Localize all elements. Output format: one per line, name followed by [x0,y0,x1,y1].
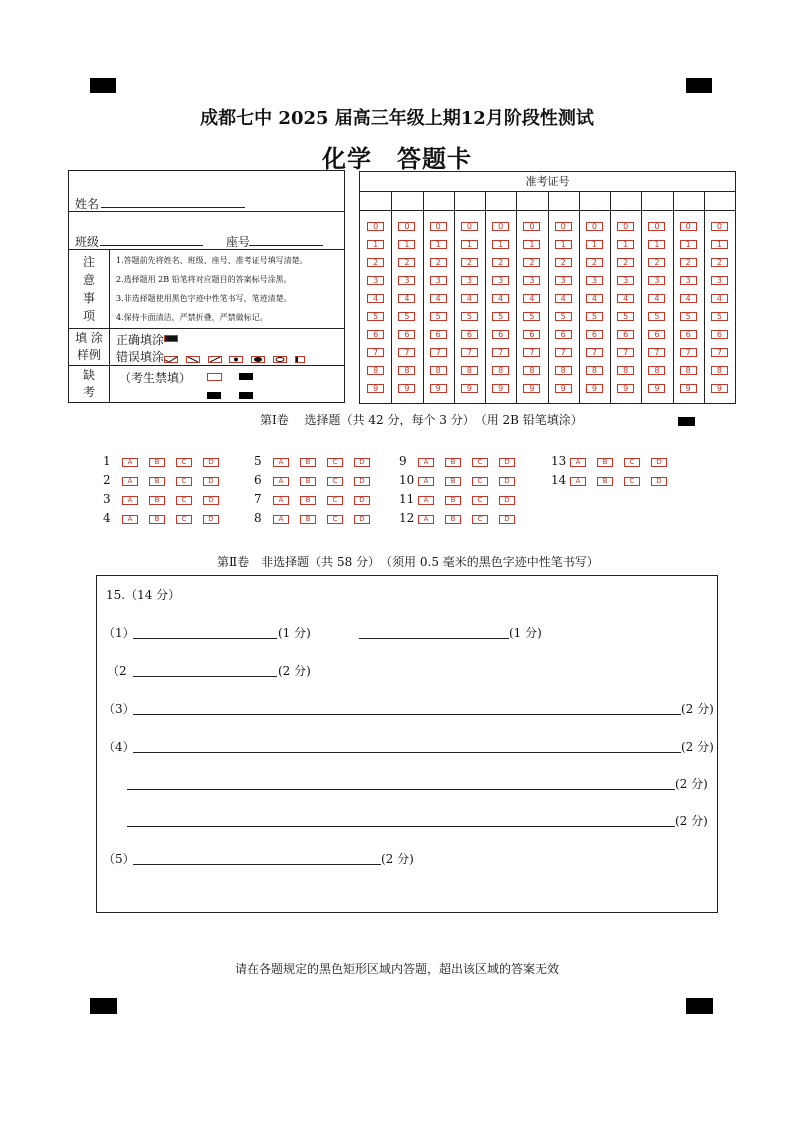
admission-digit-bubble[interactable]: 8 [523,366,540,375]
part1-score-b: (1 分) [509,626,542,640]
admission-number-grid [359,171,736,404]
admission-digit-bubble[interactable]: 3 [680,276,697,285]
admission-digit-bubble[interactable]: 2 [680,258,697,267]
part5-blank[interactable] [133,864,381,865]
admission-column-divider [454,191,455,403]
admission-digit-bubble[interactable]: 1 [430,240,447,249]
part2-blank[interactable] [133,676,277,677]
absent-heading-char: 考 [82,385,95,399]
admission-digit-bubble[interactable]: 5 [461,312,478,321]
admission-digit-bubble[interactable]: 6 [492,330,509,339]
admission-number-title: 准考证号 [360,172,735,192]
admission-digit-entry[interactable] [454,191,485,210]
answer-option-bubble[interactable]: B [597,477,613,486]
admission-column-divider [391,191,392,403]
admission-digit-bubble[interactable]: 3 [430,276,447,285]
answer-option-bubble[interactable]: B [149,515,165,524]
admission-digit-bubble[interactable]: 1 [492,240,509,249]
answer-option-bubble[interactable]: A [418,458,434,467]
answer-option-bubble[interactable]: D [354,496,370,505]
part1-blank-b[interactable] [359,638,509,639]
question-number: 5 [254,454,262,468]
question-number: 6 [254,473,262,487]
admission-digit-entry[interactable] [673,191,704,210]
admission-column-divider [485,191,486,403]
part5-score: (2 分) [381,852,414,866]
admission-digit-bubble[interactable]: 6 [461,330,478,339]
answer-option-bubble[interactable]: B [300,458,316,467]
wrong-fill-label: 错误填涂 [116,350,165,364]
answer-option-bubble[interactable]: D [651,458,667,467]
admission-digit-bubble[interactable]: 0 [586,222,603,231]
question-number: 13 [551,454,567,468]
question-number: 10 [399,473,415,487]
admission-digit-bubble[interactable]: 8 [430,366,447,375]
answer-option-bubble[interactable]: C [176,496,192,505]
answer-option-bubble[interactable]: C [327,515,343,524]
part1-blank-a[interactable] [133,638,277,639]
answer-option-bubble[interactable]: B [445,458,461,467]
admission-digit-entry[interactable] [516,191,547,210]
admission-digit-bubble[interactable]: 5 [555,312,572,321]
admission-digit-bubble[interactable]: 7 [430,348,447,357]
page-title: 成都七中 2025 届高三年级上期12月阶段性测试 [200,108,594,129]
answer-option-bubble[interactable]: C [472,496,488,505]
seat-label: 座号 [226,235,251,249]
wrong-sample-check [164,356,178,363]
name-label: 姓名 [75,197,100,211]
name-field[interactable] [101,207,245,208]
admission-digit-bubble[interactable]: 9 [461,384,478,393]
admission-digit-bubble[interactable]: 9 [430,384,447,393]
admission-digit-bubble[interactable]: 8 [367,366,384,375]
admission-digit-bubble[interactable]: 6 [711,330,728,339]
admission-digit-entry[interactable] [485,191,516,210]
note-item: 4.保持卡面清洁，严禁折叠，严禁做标记。 [116,313,268,322]
answer-option-bubble[interactable]: B [300,477,316,486]
admission-digit-bubble[interactable]: 3 [711,276,728,285]
admission-digit-bubble[interactable]: 1 [367,240,384,249]
part2-label: （2 [107,664,127,678]
question-number: 9 [399,454,407,468]
section-mark [678,417,695,426]
admission-digit-bubble[interactable]: 2 [430,258,447,267]
admission-digit-bubble[interactable]: 2 [555,258,572,267]
admission-digit-bubble[interactable]: 3 [555,276,572,285]
answer-option-bubble[interactable]: A [418,515,434,524]
absent-mark-box[interactable] [207,373,222,381]
corner-mark-top-left [90,78,116,93]
question-number: 8 [254,511,262,525]
admission-digit-bubble[interactable]: 2 [367,258,384,267]
answer-option-bubble[interactable]: B [149,458,165,467]
admission-digit-bubble[interactable]: 9 [711,384,728,393]
admission-digit-bubble[interactable]: 1 [648,240,665,249]
part4-blank-2[interactable] [127,789,675,790]
admission-digit-bubble[interactable]: 0 [430,222,447,231]
admission-column-divider [641,191,642,403]
question-number: 4 [103,511,111,525]
admission-digit-bubble[interactable]: 1 [680,240,697,249]
admission-digit-entry[interactable] [610,191,641,210]
wrong-fill-samples [164,352,309,366]
admission-digit-bubble[interactable]: 7 [461,348,478,357]
admission-digit-bubble[interactable]: 8 [648,366,665,375]
part5-label: （5） [103,852,135,866]
admission-digit-bubble[interactable]: 3 [648,276,665,285]
answer-option-bubble[interactable]: C [472,477,488,486]
admission-digit-bubble[interactable]: 8 [680,366,697,375]
question-number: 14 [551,473,567,487]
answer-option-bubble[interactable]: D [203,477,219,486]
wrong-sample-oval [273,356,287,363]
admission-digit-bubble[interactable]: 6 [617,330,634,339]
question-number: 11 [399,492,415,506]
question-number: 12 [399,511,415,525]
admission-digit-bubble[interactable]: 0 [492,222,509,231]
answer-option-bubble[interactable]: A [122,496,138,505]
admission-digit-entry[interactable] [360,191,391,210]
answer-option-bubble[interactable]: B [445,477,461,486]
admission-digit-bubble[interactable]: 4 [492,294,509,303]
notes-heading-char: 意 [82,273,95,287]
admission-digit-bubble[interactable]: 7 [523,348,540,357]
note-item: 2.选择题用 2B 铅笔将对应题目的答案标号涂黑。 [116,275,292,284]
admission-digit-bubble[interactable]: 4 [461,294,478,303]
admission-digit-entry[interactable] [579,191,610,210]
admission-digit-bubble[interactable]: 9 [680,384,697,393]
admission-digit-bubble[interactable]: 6 [586,330,603,339]
admission-digit-bubble[interactable]: 8 [586,366,603,375]
admission-digit-bubble[interactable]: 7 [398,348,415,357]
admission-digit-bubble[interactable]: 1 [555,240,572,249]
answer-option-bubble[interactable]: B [300,496,316,505]
answer-option-bubble[interactable]: B [149,477,165,486]
fill-sample-heading-line: 填 涂 [75,331,103,345]
admission-digit-bubble[interactable]: 8 [555,366,572,375]
answer-option-bubble[interactable]: A [122,477,138,486]
class-field[interactable] [100,245,203,246]
admission-digit-bubble[interactable]: 1 [711,240,728,249]
admission-digit-bubble[interactable]: 7 [492,348,509,357]
admission-column-divider [423,191,424,403]
part1-label: （1） [103,626,135,640]
answer-option-bubble[interactable]: A [122,515,138,524]
answer-option-bubble[interactable]: D [203,496,219,505]
corner-mark-bottom-left [90,998,117,1014]
answer-option-bubble[interactable]: C [472,515,488,524]
answer-option-bubble[interactable]: A [570,458,586,467]
admission-digit-bubble[interactable]: 9 [555,384,572,393]
answer-option-bubble[interactable]: A [273,515,289,524]
question-number: 2 [103,473,111,487]
answer-option-bubble[interactable]: A [273,477,289,486]
fill-sample-heading [69,329,110,366]
admission-digit-entry[interactable] [548,191,579,210]
admission-digit-bubble[interactable]: 3 [398,276,415,285]
answer-option-bubble[interactable]: C [176,477,192,486]
part4-blank-1[interactable] [133,752,681,753]
answer-option-bubble[interactable]: C [472,458,488,467]
answer-option-bubble[interactable]: D [354,515,370,524]
corner-mark-top-right [686,78,712,93]
admission-digit-bubble[interactable]: 7 [711,348,728,357]
admission-digit-bubble[interactable]: 0 [617,222,634,231]
part4-score-3: (2 分) [675,814,708,828]
admission-digit-bubble[interactable]: 1 [461,240,478,249]
answer-option-bubble[interactable]: D [354,458,370,467]
admission-digit-bubble[interactable]: 2 [586,258,603,267]
admission-digit-bubble[interactable]: 4 [648,294,665,303]
admission-digit-bubble[interactable]: 7 [555,348,572,357]
answer-option-bubble[interactable]: A [418,477,434,486]
admission-digit-bubble[interactable]: 2 [711,258,728,267]
footer-notice: 请在各题规定的黑色矩形区域内答题，超出该区域的答案无效 [234,962,559,976]
admission-column-divider [704,191,705,403]
answer-option-bubble[interactable]: B [149,496,165,505]
notes-heading-char: 事 [82,291,95,305]
answer-option-bubble[interactable]: C [327,477,343,486]
part1-score-a: (1 分) [278,626,311,640]
admission-digit-bubble[interactable]: 8 [461,366,478,375]
part4-blank-3[interactable] [127,826,675,827]
admission-digit-bubble[interactable]: 1 [398,240,415,249]
admission-digit-bubble[interactable]: 2 [398,258,415,267]
answer-option-bubble[interactable]: C [176,515,192,524]
admission-digit-bubble[interactable]: 2 [648,258,665,267]
admission-digit-bubble[interactable]: 3 [461,276,478,285]
notes-heading-char: 项 [82,309,95,323]
note-item: 3.非选择题使用黑色字迹中性笔书写，笔迹清楚。 [116,294,292,303]
admission-digit-bubble[interactable]: 7 [617,348,634,357]
admission-digit-bubble[interactable]: 4 [711,294,728,303]
admission-digit-bubble[interactable]: 9 [648,384,665,393]
admission-digit-bubble[interactable]: 0 [648,222,665,231]
admission-digit-bubble[interactable]: 8 [711,366,728,375]
admission-column-divider [516,191,517,403]
answer-option-bubble[interactable]: C [327,458,343,467]
answer-option-bubble[interactable]: B [300,515,316,524]
admission-digit-bubble[interactable]: 6 [648,330,665,339]
q15-label: 15.（14 分） [106,588,181,602]
admission-column-divider [548,191,549,403]
wrong-sample-partial [295,356,305,363]
admission-digit-bubble[interactable]: 7 [680,348,697,357]
answer-option-bubble[interactable]: D [354,477,370,486]
admission-digit-bubble[interactable]: 5 [430,312,447,321]
answer-option-bubble[interactable]: D [651,477,667,486]
seat-field[interactable] [249,245,323,246]
absent-note: （考生禁填） [119,371,192,385]
admission-digit-bubble[interactable]: 1 [523,240,540,249]
answer-option-bubble[interactable]: C [624,458,640,467]
absent-heading [69,366,110,403]
admission-digit-bubble[interactable]: 5 [523,312,540,321]
admission-digit-bubble[interactable]: 7 [586,348,603,357]
admission-digit-bubble[interactable]: 7 [367,348,384,357]
admission-digit-bubble[interactable]: 8 [398,366,415,375]
admission-digit-bubble[interactable]: 4 [617,294,634,303]
student-info-box [68,170,345,403]
correct-fill-label: 正确填涂 [116,333,165,347]
correct-fill-sample [164,335,178,342]
fill-sample-heading-line: 样例 [76,348,101,362]
admission-digit-bubble[interactable]: 2 [523,258,540,267]
answer-option-bubble[interactable]: B [445,515,461,524]
answer-option-bubble[interactable]: D [203,458,219,467]
admission-column-divider [673,191,674,403]
wrong-sample-backslash [186,356,200,363]
admission-digit-bubble[interactable]: 0 [367,222,384,231]
admission-digit-bubble[interactable]: 9 [492,384,509,393]
answer-option-bubble[interactable]: D [499,496,515,505]
answer-option-bubble[interactable]: D [203,515,219,524]
answer-option-bubble[interactable]: D [499,477,515,486]
admission-digit-bubble[interactable]: 3 [617,276,634,285]
answer-option-bubble[interactable]: C [327,496,343,505]
admission-digit-bubble[interactable]: 4 [555,294,572,303]
absent-heading-char: 缺 [82,368,95,382]
admission-digit-bubble[interactable]: 6 [367,330,384,339]
part3-label: （3） [103,702,135,716]
note-item: 1.答题前先将姓名、班级、座号、准考证号填写清楚。 [116,256,308,265]
admission-digit-bubble[interactable]: 3 [367,276,384,285]
answer-option-bubble[interactable]: D [499,515,515,524]
admission-digit-entry[interactable] [704,191,735,210]
admission-digit-bubble[interactable]: 6 [523,330,540,339]
admission-digit-bubble[interactable]: 1 [586,240,603,249]
notes-heading-char: 注 [82,255,95,269]
admission-digit-bubble[interactable]: 9 [367,384,384,393]
answer-option-bubble[interactable]: B [597,458,613,467]
admission-column-divider [610,191,611,403]
wrong-sample-dot [229,356,243,363]
admission-digit-bubble[interactable]: 0 [555,222,572,231]
answer-option-bubble[interactable]: C [176,458,192,467]
admission-digit-bubble[interactable]: 5 [367,312,384,321]
admission-digit-bubble[interactable]: 5 [586,312,603,321]
admission-digit-bubble[interactable]: 9 [398,384,415,393]
admission-digit-bubble[interactable]: 9 [617,384,634,393]
admission-digit-bubble[interactable]: 4 [586,294,603,303]
part3-blank[interactable] [133,714,681,715]
admission-digit-bubble[interactable]: 0 [523,222,540,231]
admission-digit-bubble[interactable]: 2 [492,258,509,267]
question-number: 7 [254,492,262,506]
answer-option-bubble[interactable]: A [418,496,434,505]
admission-digit-bubble[interactable]: 5 [680,312,697,321]
admission-digit-bubble[interactable]: 3 [586,276,603,285]
part4-score-2: (2 分) [675,777,708,791]
admission-digit-bubble[interactable]: 4 [367,294,384,303]
answer-option-bubble[interactable]: D [499,458,515,467]
admission-digit-bubble[interactable]: 3 [492,276,509,285]
answer-option-bubble[interactable]: B [445,496,461,505]
admission-digit-bubble[interactable]: 6 [680,330,697,339]
answer-option-bubble[interactable]: A [122,458,138,467]
question-number: 1 [103,454,111,468]
admission-digit-bubble[interactable]: 1 [617,240,634,249]
answer-option-bubble[interactable]: A [570,477,586,486]
admission-digit-bubble[interactable]: 5 [617,312,634,321]
admission-column-divider [579,191,580,403]
admission-digit-bubble[interactable]: 6 [555,330,572,339]
admission-digit-bubble[interactable]: 5 [492,312,509,321]
answer-option-bubble[interactable]: A [273,496,289,505]
admission-digit-bubble[interactable]: 5 [398,312,415,321]
part4-label: （4） [103,740,135,754]
admission-digit-bubble[interactable]: 9 [523,384,540,393]
admission-digit-bubble[interactable]: 4 [398,294,415,303]
admission-digit-bubble[interactable]: 0 [398,222,415,231]
question-number: 3 [103,492,111,506]
absent-sample-mark [239,373,253,380]
answer-area-q15 [96,575,718,913]
section2-heading: 第Ⅱ卷 非选择题（共 58 分） （须用 0.5 毫米的黑色字迹中性笔书写） [217,555,599,569]
admission-digit-bubble[interactable]: 3 [523,276,540,285]
wrong-sample-slash [208,356,222,363]
admission-digit-bubble[interactable]: 2 [461,258,478,267]
admission-digit-bubble[interactable]: 4 [523,294,540,303]
admission-digit-bubble[interactable]: 6 [430,330,447,339]
part3-score: (2 分) [681,702,714,716]
admission-digit-entry[interactable] [423,191,454,210]
admission-digit-bubble[interactable]: 0 [711,222,728,231]
admission-digit-bubble[interactable]: 8 [617,366,634,375]
admission-digit-bubble[interactable]: 4 [680,294,697,303]
admission-digit-bubble[interactable]: 0 [461,222,478,231]
admission-digit-bubble[interactable]: 6 [398,330,415,339]
class-label: 班级 [75,235,100,249]
admission-digit-entry[interactable] [391,191,422,210]
part4-score-1: (2 分) [681,740,714,754]
admission-digit-bubble[interactable]: 5 [711,312,728,321]
notes-heading [69,250,110,329]
wrong-sample-oval-filled [251,356,265,363]
admission-digit-bubble[interactable]: 5 [648,312,665,321]
admission-digit-bubble[interactable]: 2 [617,258,634,267]
admission-digit-bubble[interactable]: 4 [430,294,447,303]
admission-digit-bubble[interactable]: 9 [586,384,603,393]
card-subtitle: 化学 答题卡 [322,144,472,173]
answer-option-bubble[interactable]: C [624,477,640,486]
admission-digit-bubble[interactable]: 8 [492,366,509,375]
part2-score: (2 分) [278,664,311,678]
section1-heading: 第Ⅰ卷 选择题（共 42 分，每个 3 分） （用 2B 铅笔填涂） [260,413,583,427]
admission-digit-bubble[interactable]: 7 [648,348,665,357]
corner-mark-bottom-right [686,998,713,1014]
admission-digit-entry[interactable] [641,191,672,210]
admission-digit-bubble[interactable]: 0 [680,222,697,231]
absent-sample-mark [207,392,221,399]
absent-sample-mark [239,392,253,399]
answer-option-bubble[interactable]: A [273,458,289,467]
